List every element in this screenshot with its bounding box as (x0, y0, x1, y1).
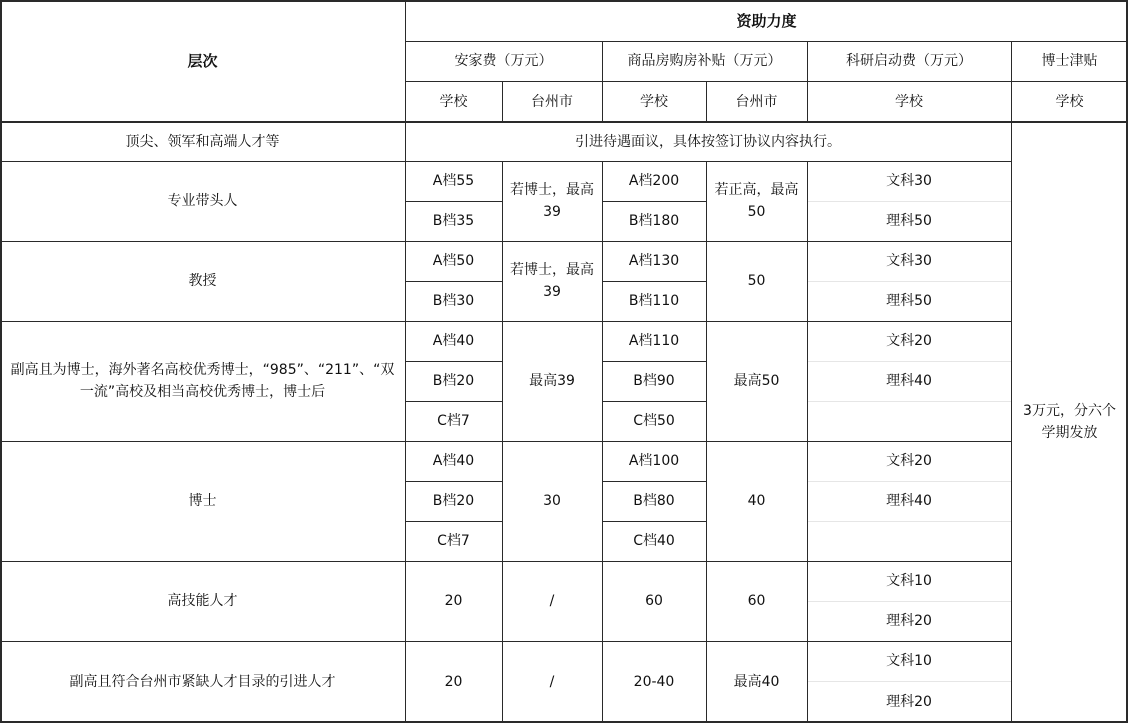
cell-housing-city: 60 (747, 593, 766, 609)
header-level: 层次 (187, 52, 218, 70)
row-label-top-talent: 顶尖、领军和高端人才等 (125, 133, 280, 150)
subheader-school: 学校 (439, 93, 468, 110)
grid-line (1011, 41, 1012, 723)
phd-allowance-cell: 3万元，分六个学期发放 (1023, 403, 1116, 441)
cell-settle-school: A档55 (432, 173, 475, 189)
cell-settle-school: 20 (444, 593, 463, 609)
grid-line (0, 121, 1128, 123)
cell-research: 理科20 (886, 693, 932, 710)
grid-line (502, 81, 503, 122)
cell-settle-school: B档35 (432, 213, 475, 229)
row-label-leader: 专业带头人 (167, 193, 238, 209)
cell-housing-school: B档180 (628, 213, 680, 229)
grid-line (0, 241, 1011, 242)
grid-line (0, 321, 1011, 322)
table-border (0, 0, 2, 723)
cell-research: 文科10 (886, 573, 932, 589)
cell-settle-school: C档7 (437, 413, 470, 429)
grid-line-light (807, 201, 1011, 202)
grid-line (405, 81, 1128, 82)
cell-settle-school: B档20 (432, 493, 475, 509)
grid-line (0, 641, 1011, 642)
cell-settle-school: B档30 (432, 293, 475, 309)
header-research-fund: 科研启动费（万元） (846, 53, 972, 69)
grid-line (807, 161, 808, 723)
cell-research: 理科40 (886, 373, 932, 389)
subheader-school: 学校 (1055, 93, 1084, 110)
grid-line (807, 41, 808, 122)
cell-research: 文科10 (886, 653, 932, 669)
grid-line-light (807, 281, 1011, 282)
cell-housing-school: A档130 (628, 253, 680, 269)
row-label-associate: 副高且为博士，海外著名高校优秀博士，“985”、“211”、“双一流”高校及相当高校优秀博士，博士后 (10, 362, 395, 400)
header-housing-subsidy: 商品房购房补贴（万元） (627, 53, 782, 69)
cell-settle-city: / (549, 673, 555, 690)
cell-housing-school: B档90 (633, 373, 675, 389)
grid-line (706, 161, 707, 723)
grid-line (602, 161, 603, 723)
row-label-doctor: 博士 (188, 493, 217, 509)
grid-line (405, 201, 502, 202)
grid-line-light (807, 601, 1011, 602)
grid-line-light (807, 521, 1011, 522)
grid-line-light (807, 681, 1011, 682)
cell-research: 理科50 (886, 213, 932, 229)
cell-housing-school: B档110 (628, 293, 680, 309)
grid-line (405, 521, 502, 522)
grid-line-light (807, 401, 1011, 402)
subheader-school: 学校 (895, 93, 923, 110)
cell-settle-school: C档7 (437, 533, 470, 549)
table-border (0, 0, 1128, 2)
grid-line (602, 521, 706, 522)
grid-line (602, 401, 706, 402)
top-talent-note: 引进待遇面议，具体按签订协议内容执行。 (575, 133, 841, 150)
cell-settle-city: 若博士，最高39 (510, 182, 594, 220)
row-label-professor: 教授 (188, 273, 217, 289)
cell-settle-school: A档50 (432, 253, 475, 269)
cell-housing-city: 40 (747, 493, 766, 509)
cell-housing-school: 60 (645, 593, 663, 609)
grid-line-light (807, 361, 1011, 362)
cell-housing-school: B档80 (633, 493, 675, 509)
cell-research: 文科20 (886, 453, 932, 469)
grid-line (405, 281, 502, 282)
grid-line (405, 361, 502, 362)
row-label-scarce: 副高且符合台州市紧缺人才目录的引进人才 (69, 673, 336, 690)
grid-line (602, 481, 706, 482)
grid-line (405, 0, 406, 723)
grid-line (405, 401, 502, 402)
cell-housing-school: A档200 (628, 173, 680, 189)
grid-line (706, 81, 707, 122)
cell-settle-city: 若博士，最高39 (510, 262, 594, 300)
cell-research: 理科20 (886, 613, 932, 629)
cell-research: 文科30 (886, 253, 932, 269)
cell-research: 理科40 (886, 493, 932, 509)
grid-line (0, 441, 1011, 442)
subheader-school: 学校 (640, 93, 668, 110)
cell-research: 理科50 (886, 293, 932, 309)
subheader-city: 台州市 (531, 93, 573, 110)
cell-housing-school: 20-40 (633, 673, 675, 690)
header-funding: 资助力度 (736, 11, 797, 30)
row-label-skilled: 高技能人才 (167, 593, 238, 609)
cell-settle-school: B档20 (432, 373, 475, 389)
grid-line (405, 41, 1128, 42)
grid-line (405, 481, 502, 482)
header-settle-fee: 安家费（万元） (454, 53, 553, 69)
cell-research: 文科30 (886, 173, 932, 189)
grid-line (0, 161, 1011, 162)
grid-line (0, 561, 1011, 562)
cell-housing-city: 50 (747, 273, 766, 289)
cell-settle-school: A档40 (432, 333, 475, 349)
cell-research: 文科20 (886, 333, 932, 349)
cell-housing-school: C档50 (633, 413, 675, 429)
cell-housing-school: A档110 (628, 333, 680, 349)
cell-settle-school: 20 (444, 673, 463, 690)
grid-line (602, 361, 706, 362)
cell-settle-school: A档40 (432, 453, 475, 469)
grid-line (502, 161, 503, 723)
grid-line (602, 281, 706, 282)
cell-settle-city: 30 (543, 493, 561, 509)
cell-housing-city: 最高40 (733, 673, 780, 690)
grid-line-light (807, 481, 1011, 482)
cell-settle-city: 最高39 (529, 373, 575, 389)
header-phd-allowance: 博士津贴 (1041, 53, 1098, 69)
cell-settle-city: / (549, 593, 555, 609)
subheader-city: 台州市 (735, 93, 778, 110)
cell-housing-school: C档40 (633, 533, 675, 549)
cell-housing-city: 最高50 (733, 373, 780, 389)
grid-line (602, 41, 603, 122)
cell-housing-school: A档100 (628, 453, 680, 469)
cell-housing-city: 若正高，最高50 (714, 182, 799, 220)
grid-line (602, 201, 706, 202)
